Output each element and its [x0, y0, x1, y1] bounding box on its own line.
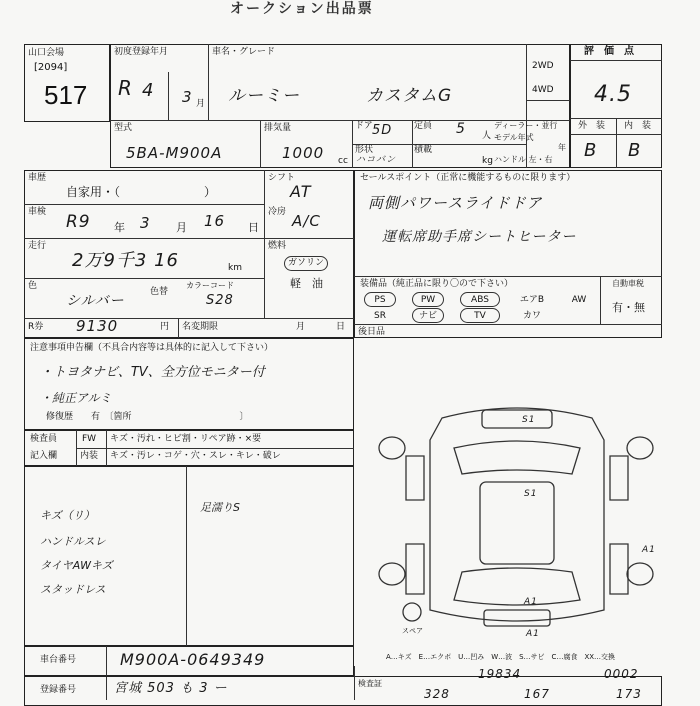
- damage-mark-bumper: A1: [526, 629, 540, 639]
- damage-mark-roof: S1: [524, 489, 538, 499]
- grade-name: カスタムG: [366, 86, 453, 106]
- sheet-title: オークション出品票: [230, 1, 374, 17]
- model-name: ルーミー: [228, 86, 300, 106]
- inspection-era: R9: [66, 212, 91, 232]
- inspection-year-unit: 年: [114, 221, 125, 234]
- recycle-value: 9130: [76, 317, 119, 335]
- ac-label: 冷房: [268, 207, 287, 217]
- damage-mark-right: A1: [642, 545, 656, 555]
- chassis-label: 車台番号: [40, 655, 77, 665]
- dealer-label-2: ディーラー・並行: [494, 121, 558, 130]
- remark-3: タイヤAWキズ: [40, 559, 113, 572]
- sticker-label: 後日品: [358, 327, 386, 337]
- drive-2wd: 2WD: [532, 61, 554, 71]
- color-label: 色: [28, 281, 38, 291]
- load-unit: kg: [482, 156, 493, 166]
- color-code-label: カラーコード: [186, 281, 234, 290]
- load-label: 積載: [414, 145, 433, 155]
- tax-value: 有・無: [612, 301, 645, 314]
- equip-leather: カワ: [522, 311, 541, 321]
- fuel-gasoline: ガソリン: [284, 256, 328, 271]
- inspection-month-unit: 月: [176, 221, 187, 234]
- displacement-value: 1000: [282, 144, 325, 162]
- first-reg-era: R: [118, 76, 133, 100]
- plate-value: 宮城 503 も 3 ー: [114, 681, 228, 696]
- equipment-label: 装備品（純正品に限り〇ので下さい）: [360, 279, 514, 289]
- rating-label: 評 価 点: [584, 46, 634, 57]
- exterior-label: 外 装: [578, 121, 606, 131]
- name-change-day: 日: [336, 322, 346, 332]
- notes-line1: ・トヨタナビ、TV、全方位モニター付: [40, 365, 265, 380]
- capacity-value: 5: [456, 121, 466, 137]
- capacity-label: 定員: [414, 121, 433, 131]
- tax-label: 自動車税: [612, 279, 644, 288]
- inspector-legend-2: キズ・汚レ・コゲ・穴・スレ・キレ・破レ: [110, 451, 281, 461]
- plate-v5: 173: [616, 687, 642, 701]
- equip-pw: PW: [412, 292, 444, 307]
- inspector-interior: 内装: [80, 451, 99, 461]
- color-code: S28: [206, 293, 234, 308]
- history-value: 自家用・（ ）: [66, 185, 217, 199]
- mileage-unit: km: [228, 263, 242, 273]
- capacity-unit: 人: [482, 131, 492, 141]
- sales-points-line2: 運転席助手席シートヒーター: [382, 229, 577, 245]
- remark-2: ハンドルスレ: [40, 535, 106, 548]
- inspection-day-unit: 日: [248, 221, 259, 234]
- inspector-label-2: 記入欄: [30, 451, 58, 461]
- equip-tv: TV: [460, 308, 500, 323]
- shift-value: AT: [290, 182, 312, 201]
- repair-history: 修復歴 有 〔箇所 〕: [46, 412, 249, 422]
- remark-right: 足濡りS: [200, 501, 240, 514]
- name-change-label: 名変期限: [182, 322, 219, 332]
- mileage-value: 2万9千3 16: [72, 250, 179, 271]
- remark-1: キズ（リ）: [40, 509, 95, 522]
- inspection-day: 16: [204, 212, 226, 230]
- check-label: 検査証: [358, 679, 382, 688]
- equip-navi: ナビ: [412, 308, 444, 323]
- ac-value: A/C: [292, 212, 321, 230]
- damage-legend: A…キズ E…エクボ U…凹み W…波 S…サビ C…腐食 XX…交換: [386, 653, 616, 661]
- venue-code: [2094]: [34, 62, 68, 73]
- name-change-month: 月: [296, 322, 306, 332]
- chassis-value: M900A-0649349: [120, 650, 266, 669]
- damage-mark-rear: A1: [524, 597, 538, 607]
- plate-v3: 328: [424, 687, 450, 701]
- shift-label: シフト: [268, 173, 296, 183]
- spare-label: スペア: [402, 627, 423, 635]
- equip-ps: PS: [364, 292, 396, 307]
- fuel-label: 燃料: [268, 241, 287, 251]
- type-value: 5BA-M900A: [126, 144, 223, 162]
- shape-value: ハコバン: [356, 155, 397, 165]
- sales-points-line1: 両側パワースライドドア: [368, 194, 543, 212]
- recycle-unit: 円: [160, 322, 170, 332]
- color-value: シルバー: [66, 293, 125, 309]
- displacement-label: 排気量: [264, 123, 292, 133]
- inspection-label: 車検: [28, 207, 47, 217]
- equip-sr: SR: [374, 311, 386, 321]
- drive-4wd: 4WD: [532, 85, 554, 95]
- interior-label: 内 装: [624, 121, 652, 131]
- model-label: 車名・グレード: [212, 47, 276, 57]
- plate-v4: 167: [524, 687, 550, 701]
- shape-label: 形状: [355, 145, 374, 155]
- car-damage-diagram: [372, 404, 662, 644]
- year-unit: 年: [558, 143, 566, 152]
- type-label: 型式: [114, 123, 133, 133]
- recycle-label: R券: [28, 322, 44, 332]
- mileage-label: 走行: [28, 241, 47, 251]
- first-reg-month-unit: 月: [196, 99, 206, 109]
- equip-airbag: エアB: [519, 295, 545, 305]
- notes-line2: ・純正アルミ: [40, 391, 112, 405]
- plate-v1: 19834: [478, 667, 522, 681]
- first-reg-month: 3: [182, 88, 193, 106]
- doors-value: 5D: [372, 123, 393, 138]
- exterior-grade: B: [584, 140, 598, 161]
- damage-mark-roof-front: S1: [522, 415, 536, 425]
- fuel-diesel: 軽 油: [290, 277, 323, 290]
- inspector-fw: FW: [82, 434, 97, 444]
- remarks-box: [24, 466, 354, 646]
- inspection-month: 3: [140, 214, 151, 232]
- interior-grade: B: [628, 140, 642, 161]
- inspector-label-1: 検査員: [30, 434, 58, 444]
- lot-number: 517: [44, 80, 88, 110]
- equip-aw: AW: [571, 295, 587, 305]
- model-year-label: モデル年式: [494, 133, 534, 142]
- history-label: 車歴: [28, 173, 47, 183]
- first-reg-year: 4: [142, 80, 155, 101]
- doors-label: ドア: [355, 121, 373, 131]
- notes-label: 注意事項申告欄（不具合内容等は具体的に記入して下さい）: [30, 343, 274, 353]
- first-reg-label: 初度登録年月: [114, 47, 169, 57]
- rating-score: 4.5: [594, 82, 632, 107]
- plate-v2: 0002: [604, 667, 639, 681]
- inspector-legend-1: キズ・汚れ・ヒビ割・リペア跡・×要: [110, 434, 262, 444]
- color-change-label: 色替: [150, 287, 169, 297]
- plate-label: 登録番号: [40, 685, 77, 695]
- venue-label: 山口会場: [28, 48, 65, 58]
- handle-label: ハンドル 左・右: [494, 155, 553, 164]
- sales-points-label: セールスポイント（正常に機能するものに限ります）: [360, 173, 576, 183]
- equip-abs: ABS: [460, 292, 500, 307]
- remark-4: スタッドレス: [40, 583, 106, 596]
- cc-unit: cc: [338, 156, 348, 166]
